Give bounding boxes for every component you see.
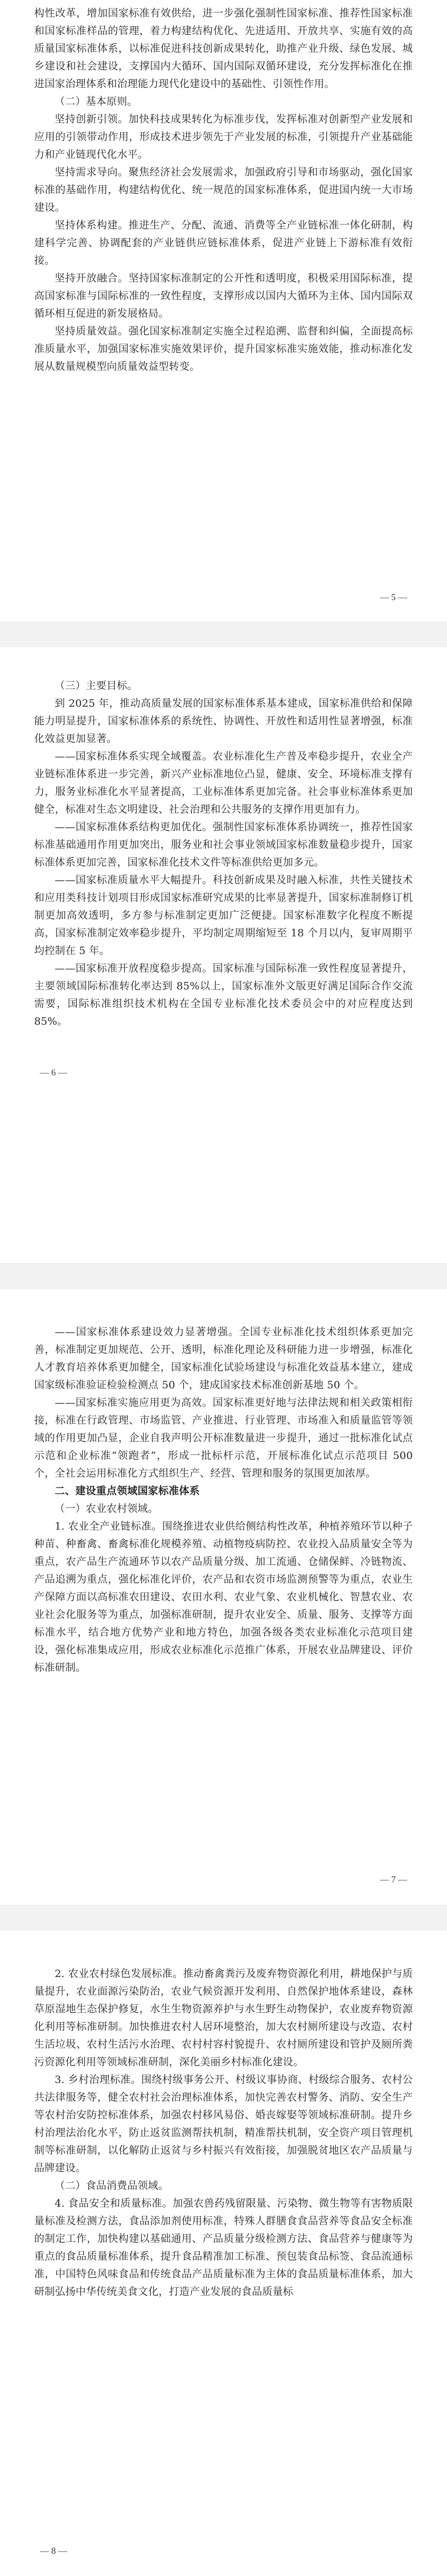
paragraph: 构性改革，增加国家标准有效供给，进一步强化强制性国家标准、推荐性国家标准和国家标准样品的管理，着力构建结构优化、先进适用、开放共享、实施有效的高质量国家标准体系，以标准促进科技创新成果转化，助推产业升级、绿色发展、城乡建设和社会建设，支撑国内大循环、国内国际双循环建设，充分发挥标准化在推进国家治理体系和治理能力现代化建设中的基础性、引领性作用。	[34, 7, 413, 90]
page-separator	[0, 1263, 447, 1289]
paragraph: 坚持开放融合。坚持国家标准制定的公开性和透明度，积极采用国际标准，提高国家标准与国际标准的一致性程度，支撑形成以国内大循环为主体、国内国际双循环相互促进的新发展格局。	[34, 272, 413, 320]
document-page-7	[0, 1289, 447, 1905]
page-body	[34, 677, 413, 1030]
paragraph: 坚持体系构建。推进生产、分配、流通、消费等全产业链标准一体化研制，构建科学完善、协调配套的产业链供应链标准体系，促进产业链上下游标准有效衔接。	[34, 219, 413, 267]
paragraph: （二）食品消费品领域。	[55, 2180, 169, 2192]
paragraph: 4. 食品安全和质量标准。加强农兽药残留限量、污染物、微生物等有害物质限量标准及检测方法，食品添加剂使用标准，特殊人群膳食食品营养等食品安全标准的制定工作，加快构建以基础通用、产品质量分级检测方法、食品营养与健康等为重点的食品质量标准体系，提升食品精准加工标准、预包装食品标签、食品流通标准，中国特色风味食品和传统食品产品质量标准为主体的食品质量标准体系，加大研制弘扬中华传统美食文化，打造产业发展的食品质量标	[34, 2198, 413, 2298]
paragraph: 坚持质量效益。强化国家标准制定实施全过程追溯、监督和纠偏，全面提高标准质量水平，加强国家标准实施效果评价，提升国家标准实施效能，推动标准化发展从数量规模型向质量效益型转变。	[34, 325, 413, 373]
paragraph: ——国家标准体系实现全域覆盖。农业标准化生产普及率稳步提升，农业全产业链标准体系进一步完善，新兴产业标准地位凸显，健康、安全、环境标准支撑有力，服务业标准化水平显著提高，工业标准体系更加完备。社会事业标准体系更加健全，标准对生态文明建设、社会治理和公共服务的支撑作用更加有力。	[34, 751, 413, 816]
paragraph: 到 2025 年，推动高质量发展的国家标准体系基本建成，国家标准供给和保障能力明显提升，国家标准体系的系统性、协调性、开放性和适用性显著增强，标准化效益更加显著。	[34, 698, 413, 745]
page-number: — 8 —	[40, 2546, 67, 2556]
document-page-6	[0, 647, 447, 1263]
page-number: — 5 —	[380, 593, 407, 602]
paragraph: （二）基本原则。	[55, 96, 138, 108]
paragraph: 2. 农业农村绿色发展标准。推动畜禽粪污及废弃物资源化利用，耕地保护与质量提升，农业面源污染防治，农业气候资源开发利用、自然保护地体系建设，森林草原湿地生态保护修复，水生生物资源养护与水生野生动物保护，农业废弃物资源化利用等标准研制。加快推进农村人居环境整治，加大农村厕所建设与改造、农村生活垃圾、农村生活污水治理、农村村容村貌提升、农村厕所建设和管护及厕所粪污资源化利用等领域标准研制，深化美丽乡村标准化建设。	[34, 1968, 413, 2068]
page-number: — 7 —	[380, 1875, 407, 1885]
page-number: — 6 —	[40, 1068, 67, 1078]
paragraph: 坚持需求导向。聚焦经济社会发展需求，加强政府引导和市场驱动，强化国家标准的基础作用，构建结构优化、统一规范的国家标准体系，促进国内统一大市场建设。	[34, 166, 413, 214]
section-heading: 二、建设重点领域国家标准体系	[55, 1485, 200, 1497]
page-separator	[0, 1905, 447, 1931]
paragraph: ——国家标准体系结构更加优化。强制性国家标准体系协调统一，推荐性国家标准基础通用作用更加突出，服务业和社会事业领域国家标准数量稳步提升，国家标准体系更加完善，国家标准化技术文件等标准供给更加多元。	[34, 821, 413, 869]
paragraph: 3. 乡村治理标准。围绕村级事务公开、村级议事协商、村级综合服务、农村公共法律服务等，健全农村社会治理标准体系，加快完善农村警务、消防、安全生产等农村治安防控标准体系，加强农村移风易俗、婚丧嫁娶等领域标准研制。提升乡村治理法治化水平，防止返贫监测帮扶机制，精准帮扶机制，安全资产项目管理机制等标准研制，以化解防止返贫与乡村振兴有效衔接，加强脱贫地区农产品质量与品牌建设。	[34, 2074, 413, 2174]
page-separator	[0, 621, 447, 647]
page-body	[34, 5, 413, 376]
page-body	[34, 1323, 413, 1677]
paragraph: 1. 农业全产业链标准。围绕推进农业供给侧结构性改革，种植养殖环节以种子种苗、种畜禽、畜禽标准化规模养殖、动植物疫病防控、农业投入品质量安全等为重点，农产品生产流通环节以农产品质量分级、加工流通、仓储保鲜、冷链物流、产品追溯为重点，强化标准化评价，农产品和农资市场监测预警等为重点，农业生产保障方面以高标准农田建设、农田水利、农业气象、农业机械化、智慧农业、农业社会化服务等为重点，加强标准研制，提升农业安全、质量、服务、支撑等方面标准水平，结合地方优势产业和地方特色，加强各级各类农业标准化示范项目建设，强化标准集成应用，形成农业标准化示范推广体系，开展农业品牌建设、评价标准研制。	[34, 1521, 413, 1674]
page-body	[34, 1965, 413, 2301]
paragraph: 坚持创新引领。加快科技成果转化为标准步伐，发挥标准对创新型产业发展和应用的引领带动作用，形成技术进步领先于产业发展的标准，引领提升产业基础能力和产业链现代化水平。	[34, 113, 413, 161]
paragraph: （一）农业农村领域。	[55, 1503, 158, 1515]
paragraph: ——国家标准质量水平大幅提升。科技创新成果及时融入标准，共性关键技术和应用类科技计划项目形成国家标准研究成果的比率显著提升，国家标准制修订机制更加高效透明，多方参与标准制定更加广泛便捷。国家标准数字化程度不断提高，国家标准制定效率稳步提升，平均制定周期缩短至 18 个月以内，复审周期平均控制在 5 年。	[34, 874, 413, 957]
paragraph: ——国家标准开放程度稳步提高。国家标准与国际标准一致性程度显著提升，主要领域国际标准转化率达到 85%以上，国家标准外文版更好满足国际合作交流需要，国际标准组织技术机构在全国专业标准化技术委员会中的对应程度达到 85%。	[34, 963, 413, 1028]
paragraph: ——国家标准体系建设效力显著增强。全国专业标准化技术组织体系更加完善，标准制定更加规范、公开、透明，标准化理论及科研能力进一步增强，标准化人才教育培养体系更加健全，国家标准化试验场建设与标准化效益基本建立，建成国家级标准验证检验检测点 50 个，建成国家技术标准创新基地 50 个。	[34, 1326, 413, 1391]
document-page-8	[0, 1931, 447, 2576]
paragraph: （三）主要目标。	[55, 680, 138, 692]
paragraph: ——国家标准实施应用更为高效。国家标准更好地与法律法规和相关政策相衔接，标准在行政管理、市场监管、产业推进、行业管理、市场准入和质量监管等领域的作用更加凸显，企业自我声明公开标准数量进一步提升，通过一批标准化试点示范和企业标准“领跑者”，形成一批标杆示范，开展标准化试点示范项目 500 个，全社会运用标准化方式组织生产、经营、管理和服务的氛围更加浓厚。	[34, 1397, 413, 1479]
document-page-5	[0, 0, 447, 621]
